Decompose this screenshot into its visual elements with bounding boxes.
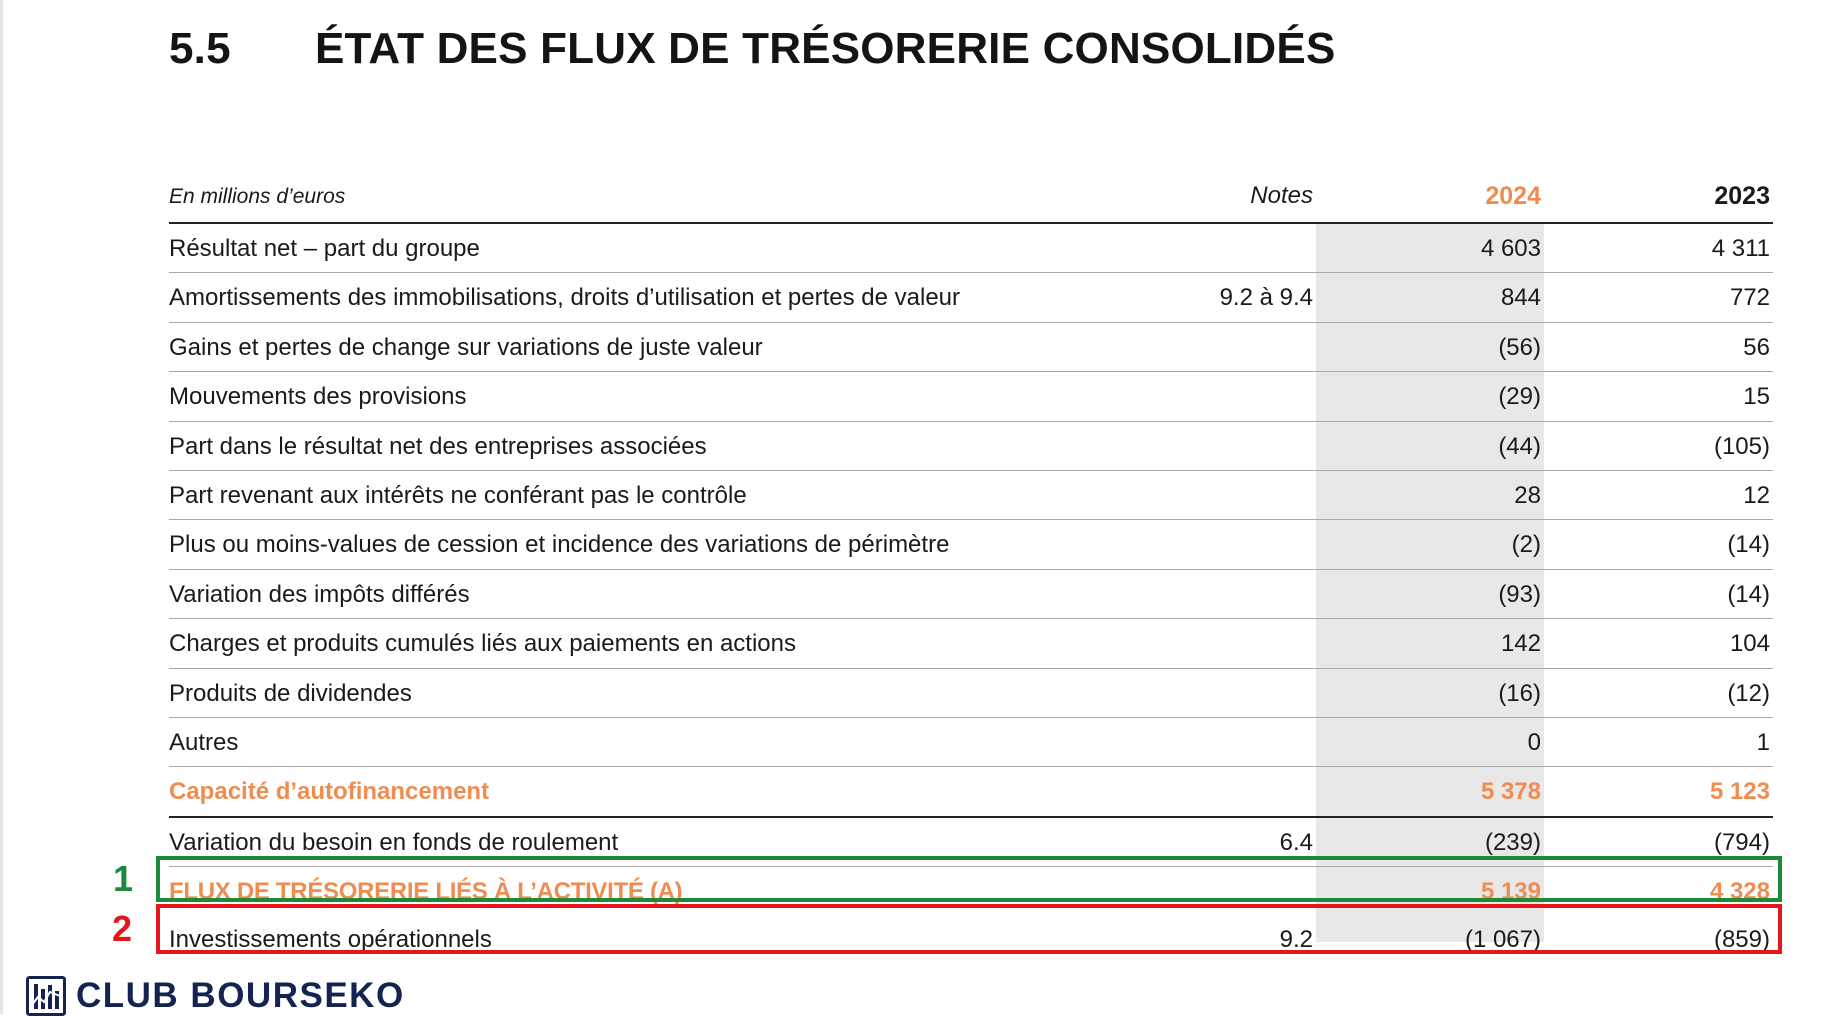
table-row bbox=[169, 422, 1773, 471]
row-value-2023: 104 bbox=[1729, 630, 1770, 658]
row-value-2024: 4 603 bbox=[1480, 235, 1541, 262]
table-row bbox=[169, 224, 1773, 273]
row-label: Résultat net – part du groupe bbox=[169, 235, 480, 262]
row-value-2024: 0 bbox=[1527, 728, 1541, 756]
row-value-2024: 5 378 bbox=[1480, 778, 1541, 806]
row-label: Capacité d’autofinancement bbox=[169, 778, 490, 806]
row-notes: 9.2 à 9.4 bbox=[1219, 284, 1313, 312]
row-value-2024: (1 067) bbox=[1464, 926, 1541, 954]
row-label: Part dans le résultat net des entreprises associées bbox=[169, 432, 707, 460]
highlight-box-green bbox=[156, 856, 1782, 902]
year-2023-header: 2023 bbox=[1714, 182, 1770, 210]
bar-chart-logo-icon bbox=[26, 976, 66, 1016]
unit-label: En millions d’euros bbox=[169, 185, 346, 208]
table-row bbox=[169, 669, 1773, 718]
row-label: FLUX DE TRÉSORERIE LIÉS À L’ACTIVITÉ (A) bbox=[169, 878, 683, 906]
row-value-2024: 844 bbox=[1500, 284, 1541, 312]
table-row bbox=[169, 323, 1773, 372]
table-row bbox=[169, 520, 1773, 569]
row-value-2024: (56) bbox=[1498, 333, 1541, 361]
cash-flow-table bbox=[169, 168, 1773, 964]
row-value-2024: (93) bbox=[1498, 580, 1541, 608]
row-value-2023: (859) bbox=[1713, 926, 1770, 954]
row-label: Produits de dividendes bbox=[169, 679, 412, 707]
row-value-2024: 5 139 bbox=[1480, 878, 1541, 906]
row-value-2023: (14) bbox=[1727, 580, 1770, 608]
row-value-2023: 4 328 bbox=[1709, 878, 1770, 906]
row-notes: 6.4 bbox=[1279, 828, 1313, 856]
row-value-2024: (2) bbox=[1511, 531, 1541, 559]
row-value-2023: (12) bbox=[1727, 679, 1770, 707]
annotation-marker-1: 1 bbox=[113, 858, 134, 899]
row-value-2024: (239) bbox=[1484, 828, 1541, 856]
row-value-2024: (44) bbox=[1498, 432, 1541, 460]
row-value-2023: 1 bbox=[1756, 728, 1770, 756]
section-title bbox=[169, 24, 1336, 74]
row-value-2023: (14) bbox=[1727, 531, 1770, 559]
row-label: Mouvements des provisions bbox=[169, 383, 467, 411]
row-label: Plus ou moins-values de cession et incidence des variations de périmètre bbox=[169, 531, 950, 559]
annotation-marker-2: 2 bbox=[112, 908, 133, 949]
table-row bbox=[169, 619, 1773, 668]
row-label: Autres bbox=[169, 728, 239, 756]
table-header-row bbox=[169, 168, 1773, 224]
row-label: Investissements opérationnels bbox=[169, 926, 492, 954]
row-value-2023: 4 311 bbox=[1711, 235, 1770, 262]
row-label: Part revenant aux intérêts ne conférant pas le contrôle bbox=[169, 481, 747, 509]
row-value-2023: 56 bbox=[1743, 333, 1770, 361]
section-heading: ÉTAT DES FLUX DE TRÉSORERIE CONSOLIDÉS bbox=[315, 24, 1336, 73]
brand-footer bbox=[26, 976, 405, 1016]
year-2024-header: 2024 bbox=[1485, 182, 1541, 210]
row-value-2024: (16) bbox=[1498, 679, 1541, 707]
row-label: Gains et pertes de change sur variations de juste valeur bbox=[169, 333, 763, 361]
table-row bbox=[169, 372, 1773, 421]
row-label: Charges et produits cumulés liés aux paiements en actions bbox=[169, 630, 796, 658]
highlight-box-red bbox=[156, 904, 1782, 954]
row-value-2023: (794) bbox=[1713, 828, 1770, 856]
row-label: Variation des impôts différés bbox=[169, 580, 470, 608]
row-value-2024: 142 bbox=[1500, 630, 1541, 658]
page-left-edge bbox=[0, 0, 3, 1014]
row-label: Amortissements des immobilisations, droits d’utilisation et pertes de valeur bbox=[169, 284, 961, 312]
subtotal-row-capacite bbox=[169, 767, 1773, 817]
row-value-2023: (105) bbox=[1713, 432, 1770, 460]
notes-header: Notes bbox=[1250, 182, 1313, 209]
row-value-2023: 5 123 bbox=[1709, 778, 1770, 806]
table-row bbox=[169, 273, 1773, 322]
row-value-2023: 772 bbox=[1729, 284, 1770, 312]
table-row bbox=[169, 471, 1773, 520]
row-notes: 9.2 bbox=[1279, 926, 1313, 954]
row-value-2024: (29) bbox=[1498, 383, 1541, 411]
table-row bbox=[169, 718, 1773, 767]
section-number: 5.5 bbox=[169, 24, 231, 73]
row-value-2023: 15 bbox=[1743, 383, 1770, 411]
row-value-2023: 12 bbox=[1743, 481, 1770, 509]
brand-name: CLUB BOURSEKO bbox=[76, 976, 405, 1015]
table-row bbox=[169, 570, 1773, 619]
row-label: Variation du besoin en fonds de roulement bbox=[169, 828, 619, 856]
row-value-2024: 28 bbox=[1514, 481, 1541, 509]
